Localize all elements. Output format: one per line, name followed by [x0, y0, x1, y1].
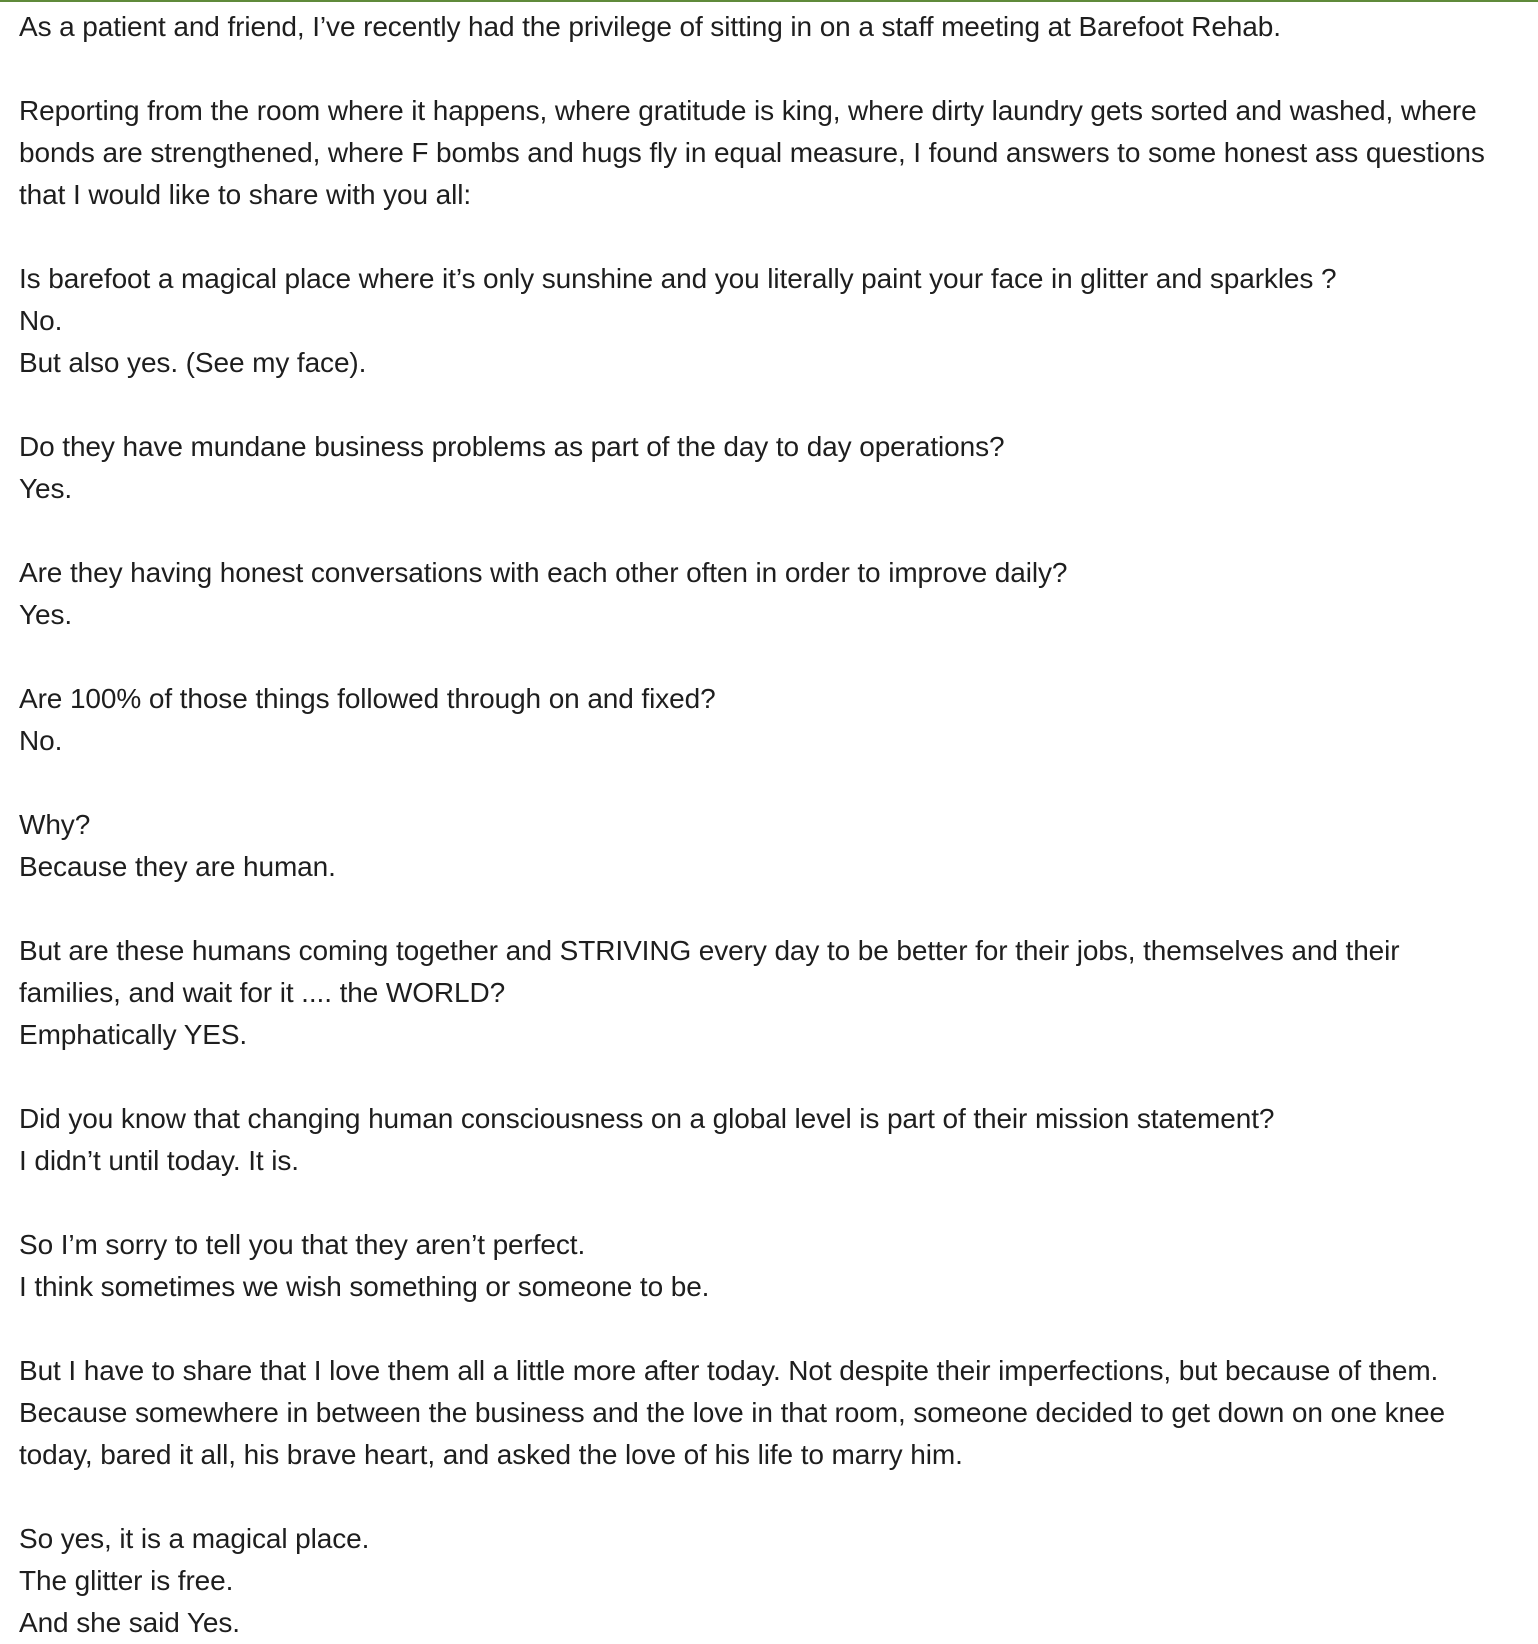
- question-line: Are 100% of those things followed through on and fixed?: [19, 683, 716, 714]
- top-divider: [0, 0, 1538, 2]
- paragraph: [19, 678, 1519, 762]
- answer-line: No.: [19, 305, 63, 336]
- question-line: Do they have mundane business problems as part of the day to day operations?: [19, 431, 1005, 462]
- text-line: And she said Yes.: [19, 1607, 240, 1638]
- text-line: today, bared it all, his brave heart, and asked the love of his life to marry him.: [19, 1439, 963, 1470]
- paragraph: [19, 258, 1519, 384]
- text-line: The glitter is free.: [19, 1565, 234, 1596]
- paragraph: [19, 930, 1519, 1056]
- answer-line: Emphatically YES.: [19, 1019, 248, 1050]
- post-body: [19, 6, 1519, 1644]
- paragraph: [19, 1098, 1519, 1182]
- question-line: But are these humans coming together and STRIVING every day to be better for their jobs, themselves and their: [19, 935, 1400, 966]
- answer-line: No.: [19, 725, 63, 756]
- answer-line: But also yes. (See my face).: [19, 347, 367, 378]
- text-line: I think sometimes we wish something or someone to be.: [19, 1271, 710, 1302]
- question-line: Is barefoot a magical place where it’s only sunshine and you literally paint your face in glitter and sparkles ?: [19, 263, 1337, 294]
- paragraph: [19, 804, 1519, 888]
- question-line: families, and wait for it .... the WORLD?: [19, 977, 506, 1008]
- text-line: that I would like to share with you all:: [19, 179, 472, 210]
- text-line: bonds are strengthened, where F bombs and hugs fly in equal measure, I found answers to some honest ass questions: [19, 137, 1485, 168]
- paragraph: [19, 1350, 1519, 1476]
- paragraph: [19, 1224, 1519, 1308]
- answer-line: I didn’t until today. It is.: [19, 1145, 299, 1176]
- paragraph: [19, 552, 1519, 636]
- question-line: Did you know that changing human consciousness on a global level is part of their mission statement?: [19, 1103, 1275, 1134]
- text-line: Because somewhere in between the business and the love in that room, someone decided to get down on one knee: [19, 1397, 1445, 1428]
- answer-line: Yes.: [19, 473, 73, 504]
- text-line: Reporting from the room where it happens, where gratitude is king, where dirty laundry gets sorted and washed, where: [19, 95, 1477, 126]
- paragraph: [19, 426, 1519, 510]
- paragraph: [19, 90, 1519, 216]
- paragraph: [19, 6, 1519, 48]
- answer-line: Yes.: [19, 599, 73, 630]
- text-line: So I’m sorry to tell you that they aren’t perfect.: [19, 1229, 586, 1260]
- text-line: So yes, it is a magical place.: [19, 1523, 370, 1554]
- text-line: But I have to share that I love them all a little more after today. Not despite their imperfections, but because of them.: [19, 1355, 1439, 1386]
- question-line: Why?: [19, 809, 91, 840]
- text-line: As a patient and friend, I’ve recently had the privilege of sitting in on a staff meeting at Barefoot Rehab.: [19, 11, 1281, 42]
- paragraph: [19, 1518, 1519, 1644]
- question-line: Are they having honest conversations with each other often in order to improve daily?: [19, 557, 1068, 588]
- answer-line: Because they are human.: [19, 851, 336, 882]
